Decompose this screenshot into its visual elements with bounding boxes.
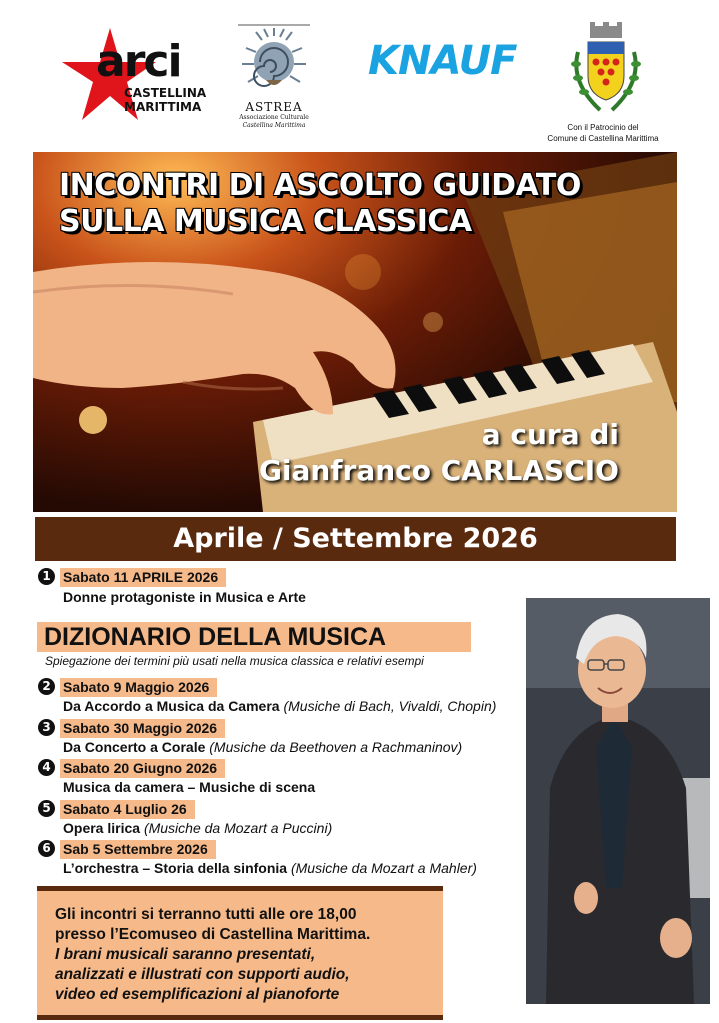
event-title [63, 860, 477, 876]
event-title [63, 779, 315, 795]
event-date: Sabato 30 Maggio 2026 [60, 719, 225, 738]
info-line-time: Gli incontri si terranno tutti alle ore 18,00 [55, 906, 357, 923]
municipal-crest [566, 22, 646, 122]
event-number-badge: 2 [38, 678, 55, 695]
event-title [63, 698, 496, 714]
patronage-line2: Comune di Castellina Marittima [547, 134, 659, 143]
event-number-badge: 1 [38, 568, 55, 585]
astrea-subtitle: Associazione Culturale [239, 114, 309, 121]
shell-icon [236, 24, 312, 100]
event-note: (Musiche da Mozart a Puccini) [143, 820, 333, 836]
event-date: Sabato 4 Luglio 26 [60, 800, 195, 819]
hero-image [33, 152, 677, 512]
event-note: (Musiche da Mozart a Mahler) [290, 860, 477, 876]
event-date: Sab 5 Settembre 2026 [60, 840, 216, 859]
event-title: Donne protagoniste in Musica e Arte [63, 589, 306, 605]
event-number-badge: 4 [38, 759, 55, 776]
curator-label: a cura di [481, 418, 619, 451]
info-line-desc2: analizzati e illustrati con supporti audio, [55, 966, 350, 983]
event-number-badge: 5 [38, 800, 55, 817]
event-title-text: Da Concerto a Corale [63, 739, 206, 755]
arci-wordmark: arci [96, 36, 181, 87]
portrait-illustration [526, 598, 710, 1004]
info-line-desc1: I brani musicali saranno presentati, [55, 946, 316, 963]
event-number-badge: 3 [38, 719, 55, 736]
hero-title-line1: INCONTRI DI ASCOLTO GUIDATO [59, 168, 581, 203]
patronage-note [538, 122, 668, 144]
date-range-band: Aprile / Settembre 2026 [35, 517, 676, 561]
arci-town [124, 86, 206, 114]
hero-title-line2: SULLA MUSICA CLASSICA [59, 204, 472, 239]
info-line-venue: presso l’Ecomuseo di Castellina Marittima. [55, 926, 371, 943]
event-title [63, 739, 462, 755]
dictionary-title: DIZIONARIO DELLA MUSICA [37, 622, 471, 652]
event-date: Sabato 20 Giugno 2026 [60, 759, 225, 778]
astrea-name: ASTREA [245, 100, 303, 114]
curator-photo [526, 598, 710, 1004]
info-line-desc3: video ed esemplificazioni al pianoforte [55, 986, 340, 1003]
arci-town-line2: MARITTIMA [124, 100, 202, 114]
knauf-logo: KNAUF [368, 38, 517, 84]
patronage-line1: Con il Patrocinio del [567, 123, 639, 132]
event-title-text: Da Accordo a Musica da Camera [63, 698, 280, 714]
astrea-location: Castellina Marittima [242, 122, 306, 129]
event-date: Sabato 11 APRILE 2026 [60, 568, 226, 587]
info-box [37, 886, 443, 1020]
curator-name: Gianfranco CARLASCIO [258, 454, 619, 487]
arci-town-line1: CASTELLINA [124, 86, 207, 100]
event-title-text: Opera lirica [63, 820, 141, 836]
event-date: Sabato 9 Maggio 2026 [60, 678, 217, 697]
event-title-text: L’orchestra – Storia della sinfonia [63, 860, 288, 876]
event-note: (Musiche di Bach, Vivaldi, Chopin) [283, 698, 497, 714]
coat-of-arms-icon [566, 22, 646, 122]
event-number-badge: 6 [38, 840, 55, 857]
event-title-text: Musica da camera – Musiche di scena [63, 779, 316, 795]
event-note: (Musiche da Beethoven a Rachmaninov) [209, 739, 463, 755]
dictionary-subtitle: Spiegazione dei termini più usati nella musica classica e relativi esempi [45, 654, 424, 668]
event-title [63, 820, 332, 836]
